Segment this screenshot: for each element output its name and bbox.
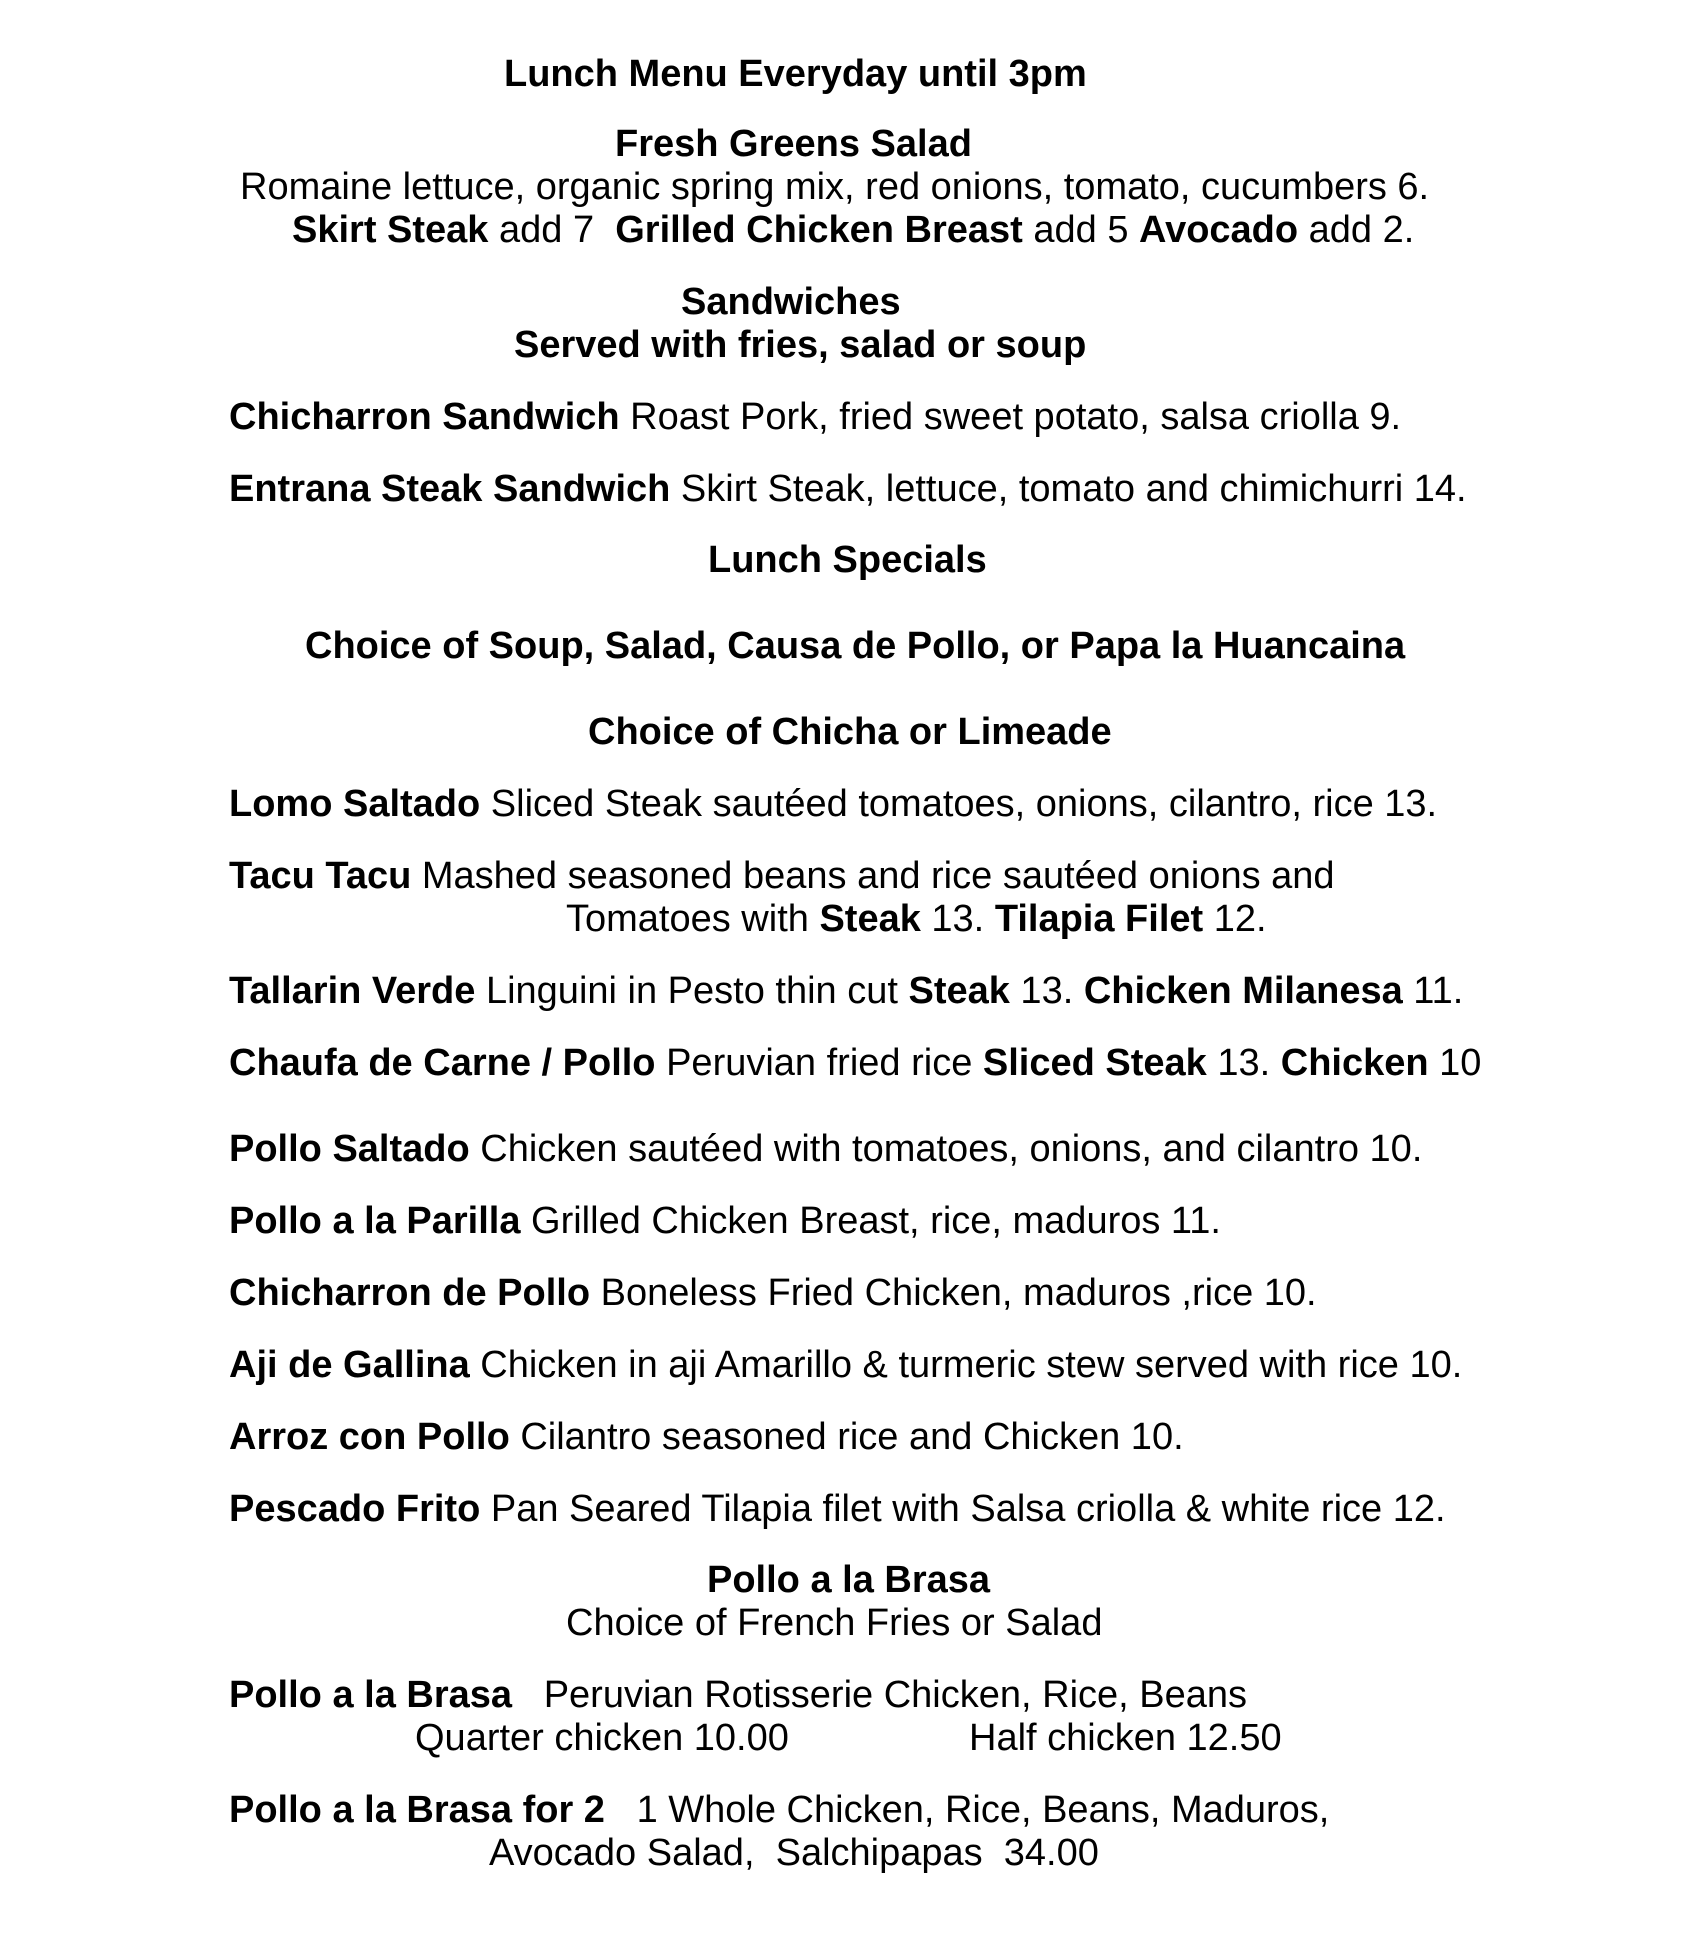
menu-item-tacu-tacu-options [566, 897, 1267, 941]
option-tilapia-price: 12. [1203, 898, 1267, 940]
sandwiches-heading: Sandwiches [681, 281, 901, 323]
item-description: Roast Pork, fried sweet potato, salsa criolla 9. [619, 396, 1402, 438]
option-steak-price: 13. [920, 898, 995, 940]
salad-description: Romaine lettuce, organic spring mix, red onions, tomato, cucumbers 6. [240, 166, 1430, 208]
option-steak: Steak [908, 970, 1010, 1012]
item-description: 1 Whole Chicken, Rice, Beans, Maduros, [604, 1789, 1330, 1831]
option-sliced-steak-price: 13. [1206, 1042, 1281, 1084]
item-name: Pollo a la Brasa for 2 [229, 1789, 605, 1831]
specials-heading: Lunch Specials [708, 539, 987, 581]
item-name: Entrana Steak Sandwich [229, 468, 671, 510]
addon-grilled-chicken-price: add 5 [1022, 209, 1140, 251]
option-chicken: Chicken [1280, 1042, 1429, 1084]
item-name: Tallarin Verde [229, 970, 476, 1012]
salad-heading: Fresh Greens Salad [615, 123, 972, 165]
menu-item-arroz-con-pollo [229, 1415, 1184, 1459]
item-name: Arroz con Pollo [229, 1416, 510, 1458]
option-chicken-price: 10 [1428, 1042, 1482, 1084]
item-description: Chicken sautéed with tomatoes, onions, and cilantro 10. [469, 1128, 1423, 1170]
pollo-brasa-quarter-price: Quarter chicken 10.00 [415, 1717, 789, 1759]
menu-item-pollo-saltado [229, 1127, 1422, 1171]
item-description: Mashed seasoned beans and rice sautéed onions and [411, 855, 1335, 897]
salad-addons [292, 208, 1414, 252]
menu-title: Lunch Menu Everyday until 3pm [504, 53, 1087, 95]
sandwiches-subheading: Served with fries, salad or soup [514, 324, 1087, 366]
item-description: Cilantro seasoned rice and Chicken 10. [509, 1416, 1184, 1458]
addon-skirt-steak-price: add 7 [488, 209, 616, 251]
menu-item-pescado-frito [229, 1487, 1446, 1531]
item-description: Linguini in Pesto thin cut [475, 970, 909, 1012]
pollo-brasa-for-2-description: Avocado Salad, Salchipapas 34.00 [489, 1832, 1099, 1874]
option-sliced-steak: Sliced Steak [982, 1042, 1207, 1084]
item-name: Chaufa de Carne / Pollo [229, 1042, 656, 1084]
addon-avocado-price: add 2. [1298, 209, 1415, 251]
menu-item-chaufa [229, 1041, 1481, 1085]
item-description: Peruvian fried rice [655, 1042, 983, 1084]
menu-item-pollo-parilla [229, 1199, 1221, 1243]
item-description: Sliced Steak sautéed tomatoes, onions, cilantro, rice 13. [480, 783, 1438, 825]
pollo-brasa-half-price: Half chicken 12.50 [969, 1717, 1282, 1759]
item-description: Pan Seared Tilapia filet with Salsa criolla & white rice 12. [480, 1488, 1446, 1530]
item-name: Aji de Gallina [229, 1344, 470, 1386]
menu-item-chicharron-sandwich [229, 395, 1401, 439]
item-description: Skirt Steak, lettuce, tomato and chimichurri 14. [670, 468, 1467, 510]
option-tilapia: Tilapia Filet [994, 898, 1204, 940]
menu-item-tacu-tacu [229, 854, 1335, 898]
item-name: Chicharron Sandwich [229, 396, 620, 438]
menu-item-aji-de-gallina [229, 1343, 1462, 1387]
item-name: Pollo a la Brasa [229, 1674, 513, 1716]
menu-item-lomo-saltado [229, 782, 1437, 826]
item-name: Tacu Tacu [229, 855, 412, 897]
brasa-subheading: Choice of French Fries or Salad [566, 1602, 1103, 1644]
menu-item-chicharron-pollo [229, 1271, 1317, 1315]
menu-item-entrana-steak-sandwich [229, 467, 1467, 511]
item-description: Chicken in aji Amarillo & turmeric stew served with rice 10. [469, 1344, 1463, 1386]
brasa-heading: Pollo a la Brasa [707, 1559, 991, 1601]
item-name: Chicharron de Pollo [229, 1272, 591, 1314]
item-description: Grilled Chicken Breast, rice, maduros 11. [520, 1200, 1221, 1242]
specials-choice-soup-salad: Choice of Soup, Salad, Causa de Pollo, or Papa la Huancaina [305, 625, 1406, 667]
item-name: Pollo Saltado [229, 1128, 470, 1170]
menu-item-pollo-brasa [229, 1673, 1247, 1717]
item-name: Lomo Saltado [229, 783, 481, 825]
specials-choice-drink: Choice of Chicha or Limeade [588, 711, 1112, 753]
option-chicken-milanesa: Chicken Milanesa [1083, 970, 1403, 1012]
menu-item-tallarin-verde [229, 969, 1463, 1013]
addon-avocado: Avocado [1139, 209, 1299, 251]
option-steak-price: 13. [1009, 970, 1084, 1012]
item-description: Tomatoes with [566, 898, 820, 940]
option-chicken-milanesa-price: 11. [1402, 970, 1464, 1012]
addon-skirt-steak: Skirt Steak [292, 209, 489, 251]
option-steak: Steak [819, 898, 921, 940]
item-description: Boneless Fried Chicken, maduros ,rice 10. [590, 1272, 1317, 1314]
item-name: Pollo a la Parilla [229, 1200, 521, 1242]
item-name: Pescado Frito [229, 1488, 481, 1530]
addon-grilled-chicken: Grilled Chicken Breast [615, 209, 1023, 251]
item-description: Peruvian Rotisserie Chicken, Rice, Beans [512, 1674, 1248, 1716]
menu-item-pollo-brasa-for-2 [229, 1788, 1329, 1832]
